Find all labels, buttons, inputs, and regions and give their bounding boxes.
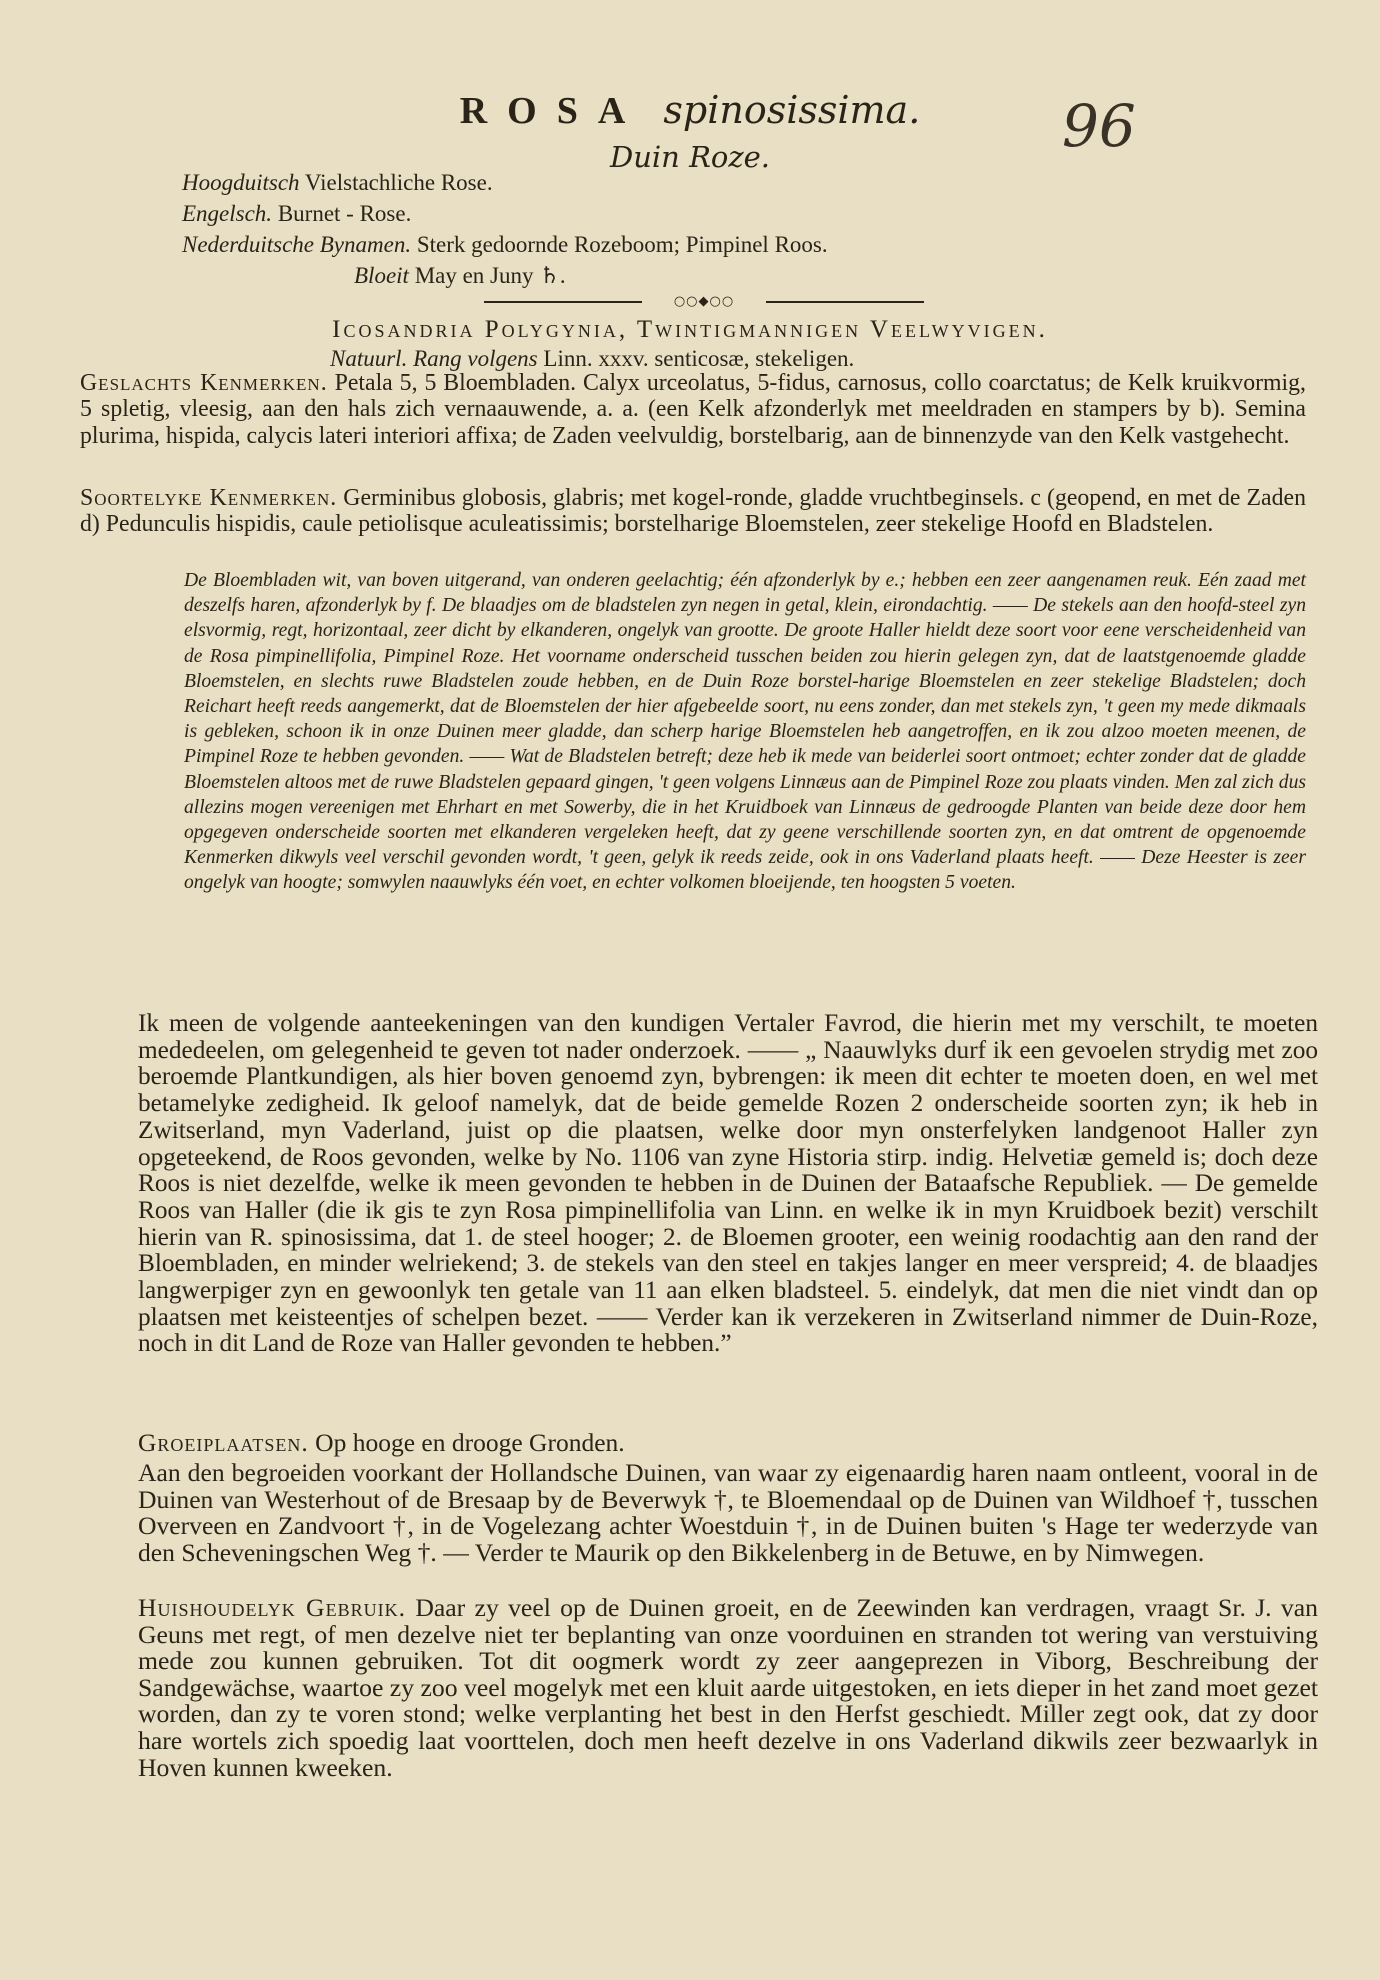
- name-text: May en Juny ♄.: [414, 263, 566, 288]
- vernacular-names: [182, 167, 828, 291]
- name-label: Engelsch.: [182, 201, 273, 226]
- genus-characters-heading: Geslachts Kenmerken.: [80, 370, 328, 396]
- household-use-text: Daar zy veel op de Duinen groeit, en de Zeewinden kan verdragen, vraagt Sr. J. van Geuns met regt, of men dezelve niet ter beplanting van onze voorduinen en stranden tot wering van verstuiving mede zou kunnen gebruiken. Tot dit oogmerk wordt zy zeer aangeprezen in Viborg, Beschreibung der Sandgewächse, waartoe zy zoo veel mogelyk met een kluit aarde uitgestoken, en iets dieper in het zand moet gezet worden, dan zy te voren stond; welke verplanting het best in den Herfst geschiedt. Miller zegt ook, dat zy door hare wortels zich spoedig laat voorttelen, doch men heeft dezelve in ons Vaderland dikwils zeer bezwaarlyk in Hoven kunnen kweeken.: [138, 1593, 1318, 1782]
- species-characters-text: Germinibus globosis, glabris; met kogel-ronde, gladde vruchtbeginsels. c (geopend, en met de Zaden d) Pedunculis hispidis, caule petiolisque aculeatissimis; borstelharige Bloemstelen, zeer stekelige Hoofd en Bladstelen.: [80, 485, 1306, 538]
- genus-name: ROSA: [459, 90, 646, 132]
- natural-rank: [330, 346, 854, 372]
- genus-characters: [80, 370, 1306, 449]
- species-characters: [80, 485, 1306, 538]
- name-text: Sterk gedoornde Rozeboom; Pimpinel Roos.: [416, 232, 828, 257]
- household-use: [138, 1595, 1318, 1781]
- name-label: Nederduitsche Bynamen.: [182, 232, 412, 257]
- habitat-text: Op hooge en drooge Gronden.: [315, 1428, 625, 1457]
- name-line: [182, 229, 828, 260]
- natural-rank-text: Linn. xxxv. senticosæ, stekeligen.: [543, 346, 855, 371]
- species-characters-heading: Soortelyke Kenmerken.: [80, 485, 338, 511]
- habitat-heading: Groeiplaatsen.: [138, 1428, 309, 1457]
- translator-annotation: Ik meen de volgende aanteekeningen van den kundigen Vertaler Favrod, die hierin met my verschilt, te moeten mededeelen, om gelegenheid te geven tot nader onderzoek. —— „ Naauwlyks durf ik een gevoelen strydig met zoo beroemde Plantkundigen, als hier boven genoemd zyn, bybrengen: ik meen dit echter te moeten doen, en wel met betamelyke zedigheid. Ik geloof namelyk, dat de beide gemelde Rozen 2 onderscheide soorten zyn; ik heb in Zwitserland, myn Vaderland, juist op die plaatsen, welke door myn onsterfelyken landgenoot Haller zyn opgeteekend, de Roos gevonden, welke by No. 1106 van zyne Historia stirp. indig. Helvetiæ gemeld is; doch deze Roos is niet dezelfde, welke ik meen gevonden te hebben in de Duinen der Bataafsche Republiek. — De gemelde Roos van Haller (die ik gis te zyn Rosa pimpinellifolia van Linn. en welke ik in myn Kruidboek bezit) verschilt hierin van R. spinosissima, dat 1. de steel hooger; 2. de Bloemen grooter, een weinig roodachtig aan den rand der Bloembladen, en minder welriekend; 3. de stekels van den steel en takjes langer en meer verspreid; 4. de blaadjes langwerpiger zyn en gewoonlyk ten getale van 11 aan elken bladsteel. 5. eindelyk, dat men die niet vindt dan op plaatsen met keisteentjes of schelpen bezet. —— Verder kan ik verzekeren in Zwitserland nimmer de Duin-Roze, noch in dit Land de Roze van Haller gevonden te hebben.”: [138, 1009, 1318, 1358]
- name-text: Vielstachliche Rose.: [304, 170, 493, 195]
- name-line: [182, 260, 828, 291]
- genus-characters-text: Petala 5, 5 Bloembladen. Calyx urceolatus, 5-fidus, carnosus, collo coarctatus; de Kelk kruikvormig, 5 spletig, vleesig, aan den hals zich vernaauwende, a. a. (een Kelk afzonderlyk met meeldraden en stampers by b). Semina plurima, hispida, calycis lateri interiori affixa; de Zaden veelvuldig, borstelbarig, aan de binnenzyde van den Kelk vastgehecht.: [80, 370, 1306, 449]
- page-title: [0, 88, 1380, 133]
- name-text: Burnet - Rose.: [277, 201, 412, 226]
- description-paragraph: De Bloembladen wit, van boven uitgerand, van onderen geelachtig; één afzonderlyk by e.; hebben een zeer aangenamen reuk. Eén zaad met deszelfs haren, afzonderlyk by f. De blaadjes om de bladstelen zyn negen in getal, klein, eirondachtig. —— De stekels aan den hoofd-steel zyn elsvormig, regt, horizontaal, zeer dicht by elkanderen, ongelyk van grootte. De groote Haller hieldt deze soort voor eene verscheidenheid van de Rosa pimpinellifolia, Pimpinel Roze. Het voorname onderscheid tusschen beiden zou hierin gelegen zyn, dat de laatstgenoemde gladde Bloemstelen, en slechts ruwe Bladstelen zoude hebben, en de Duin Roze borstel-harige Bloemstelen en zeer stekelige Bladstelen; doch Reichart heeft reeds aangemerkt, dat de Bloemstelen der hier afgebeelde soort, nu eens zonder, dan met stekels zyn, 't geen my mede dikmaals is gebleken, schoon ik in onze Duinen meer gladde, dan scherp harige Bloemstelen heb aangetroffen, en ik zou alzoo moeten meenen, de Pimpinel Roze te hebben gevonden. —— Wat de Bladstelen betreft; deze heb ik mede van beiderlei soort ontmoet; echter zonder dat de gladde Bloemstelen altoos met de ruwe Bladstelen gepaard gingen, 't geen volgens Linnæus aan de Pimpinel Roze zou plaats vinden. Men zal zich dus allezins mogen vereenigen met Ehrhart en met Sowerby, die in het Kruidboek van Linnæus de gedroogde Planten van beide deze door hem opgegeven onderscheide soorten met elkanderen vergeleken heeft, dat zy geene verschillende soorten zyn, en dat omtrent de opgenoemde Kenmerken dikwyls veel verschil gevonden wordt, 't geen, gelyk ik reeds zeide, ook in ons Vaderland plaats heeft. —— Deze Heester is zeer ongelyk van hoogte; somwylen naauwlyks één voet, en echter volkomen bloeijende, ten hoogsten 5 voeten.: [184, 570, 1306, 894]
- name-label: Hoogduitsch: [182, 170, 300, 195]
- common-name: Duin Roze.: [609, 140, 771, 174]
- rule-bar-right: [766, 301, 924, 303]
- rule-bar-left: [484, 301, 642, 303]
- habitat-detail: Aan den begroeiden voorkant der Hollandsche Duinen, van waar zy eigenaardig haren naam ontleent, vooral in de Duinen van Westerhout of de Bresaap by de Beverwyk †, te Bloemendaal op de Duinen van Wildhoef †, tusschen Overveen en Zandvoort †, in de Vogelezang achter Woestduin †, in de Duinen buiten 's Hage ter wederzyde van den Scheveningschen Weg †. — Verder te Maurik op den Bikkelenberg in de Betuwe, en by Nimwegen.: [138, 1458, 1318, 1567]
- species-name: spinosissima.: [663, 88, 921, 132]
- name-line: [182, 198, 828, 229]
- ornament-icon: ○○◆○○: [673, 294, 735, 309]
- habitat: [138, 1430, 1318, 1457]
- name-label: Bloeit: [354, 263, 409, 288]
- household-use-heading: Huishoudelyk Gebruik.: [138, 1593, 407, 1622]
- ornamental-rule: [484, 294, 924, 310]
- natural-rank-label: Natuurl. Rang volgens: [330, 346, 538, 371]
- page-number: 96: [1062, 92, 1136, 160]
- name-line: [182, 167, 828, 198]
- linnaean-class: Icosandria Polygynia, Twintigmannigen Veelwyvigen.: [332, 316, 1048, 343]
